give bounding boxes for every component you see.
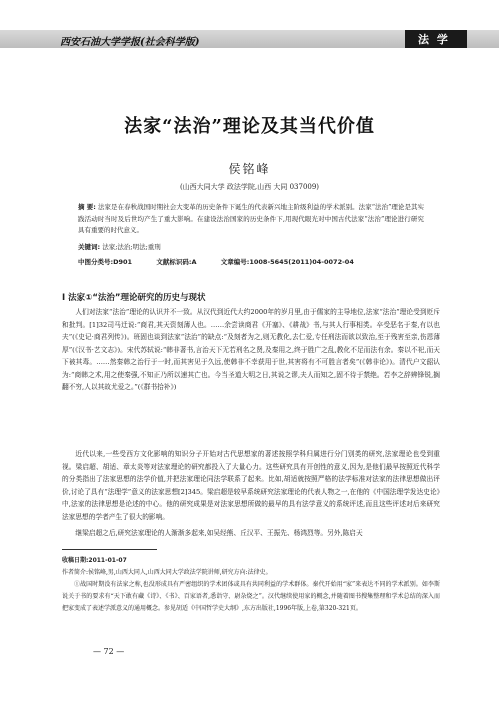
keywords: [78, 242, 161, 251]
keywords-text: 法家;法治;明法;重刑: [102, 243, 161, 251]
article-title: 法家“法治”理论及其当代价值: [124, 116, 375, 137]
clc-number: 中图分类号:D901: [78, 258, 133, 266]
footnote-divider: [62, 549, 157, 550]
abstract: [78, 202, 424, 237]
footnote-1: [62, 579, 440, 615]
paragraph-text: 人们对法家“法治”理论的认识并不一致。从汉代到近代大约2000年的岁月里,由于儒家的主导地位,法家“法治”理论受到贬斥和批判。[1]32司马迁说:“商君,其天资刻薄人也。……余尝读商君《开塞》、《耕战》书,与其人行事相类。卒受恶名于秦,有以也夫”(《史记·商君列传》)。班固也谈到法家“法治”的缺点:“及刻者为之,则无教化,去仁爱,专任刑法而欲以致治,至于残害至亲,伤恩薄厚”(《汉书·艺文志》)。宋代苏轼说:“韩非著书,言治天下无若刑名之贤,及秦用之,终于胜广之乱,教化不足而法有余。秦以不祀,而天下被其毒。……然秦韩之治行于一时,而其害见于久远,使韩非不幸获用于世,其害将有不可胜言者矣”(《韩非论》)。清代户文韶认为:“商韩之术,用之使秦强,不知正乃所以速其亡也。今当圣道大明之日,其说之谬,夫人而知之,固不待于禁绝。若李之辞辨锋锐,搁翻不穷,人以其故尤爱之。”(《群书拾补》): [62, 308, 440, 391]
page-number: — 72 —: [93, 647, 125, 656]
author-name: 侯铭峰: [228, 162, 271, 176]
document-code: 文献标识码:A: [156, 258, 197, 266]
section-label: 法 学: [418, 33, 450, 46]
journal-name: 西安石油大学学报(社会科学版): [60, 37, 200, 48]
author-bio: 作者简介:侯铭峰,男,山西大同人,山西大同大学政法学院讲师,研究方向:法律史。: [62, 569, 272, 576]
body-paragraph: [62, 306, 440, 394]
paragraph-text: 继梁启超之后,研究法家理论的人渐渐多起来,如吴经熊、丘汉平、王振先、杨鸿烈等。另外,陈启天: [75, 529, 363, 537]
keywords-label: 关键词:: [78, 243, 101, 251]
classification-line: [78, 257, 376, 266]
footnote-text: ①战国时期没有法家之称,也没形成具有严密组织的学术团体或具有共同利益的学术群体。秦代开始用“家”来表达不同的学术派别。如李斯说关于书的要求有“天下敢有藏《诗》、《书》、百家语者,悉诣守、尉杂烧之”。汉代继续使用家的概念,并随着图书搜集整理和学术总结的深入而把家变成了表述学派意义的通用概念。参见胡适《中国哲学史大纲》,东方出版社,1996年版,上卷,第320-321页。: [62, 581, 440, 612]
author-affiliation: (山西大同大学 政法学院,山西 大同 037009): [179, 183, 320, 191]
abstract-text: 法家是在春秋战国时期社会大变革的历史条件下诞生的代表新兴地主阶级利益的学术派别。法家“法治”理论是其实践活动时当时及后世均产生了重大影响。在建设法治国家的历史条件下,用现代眼光对中国古代法家“法治”理论进行研究具有重要的时代意义。: [78, 203, 424, 234]
article-number: 文章编号:1008-5645(2011)04-0072-04: [220, 258, 354, 266]
received-date: 收稿日期:2011-01-07: [62, 557, 127, 564]
paragraph-text: 近代以来,一些受西方文化影响的知识分子开始对古代思想家的著述按照学科归属进行分门别类的研究,法家理论也受到重视。梁启超、胡适、章太炎等对法家理论的研究都投入了大量心力。这些研究具有开创性的意义,因为,是他们最早按照近代科学的分类指出了法家思想的法学价值,并把法家理论同法学联系了起来。比如,胡适就按照严格的法学标准对法家的法律思想做出评价,讨论了具有“法理学”意义的法家思想[2]345。梁启超是较早系统研究法家理论的代表人物之一,在他的《中国法理学发达史论》中,法家的法律思想是论述的中心。他的研究成果是对法家思想所做的最早的具有法学意义的系统评述,而且这些评述对后来研究法家思想的学者产生了很大的影响。: [62, 450, 440, 521]
body-paragraph: [62, 448, 440, 523]
section-heading: I 法家①“法治”理论研究的历史与现状: [62, 293, 206, 303]
body-paragraph: [62, 527, 440, 540]
abstract-label: 摘 要:: [78, 203, 96, 211]
